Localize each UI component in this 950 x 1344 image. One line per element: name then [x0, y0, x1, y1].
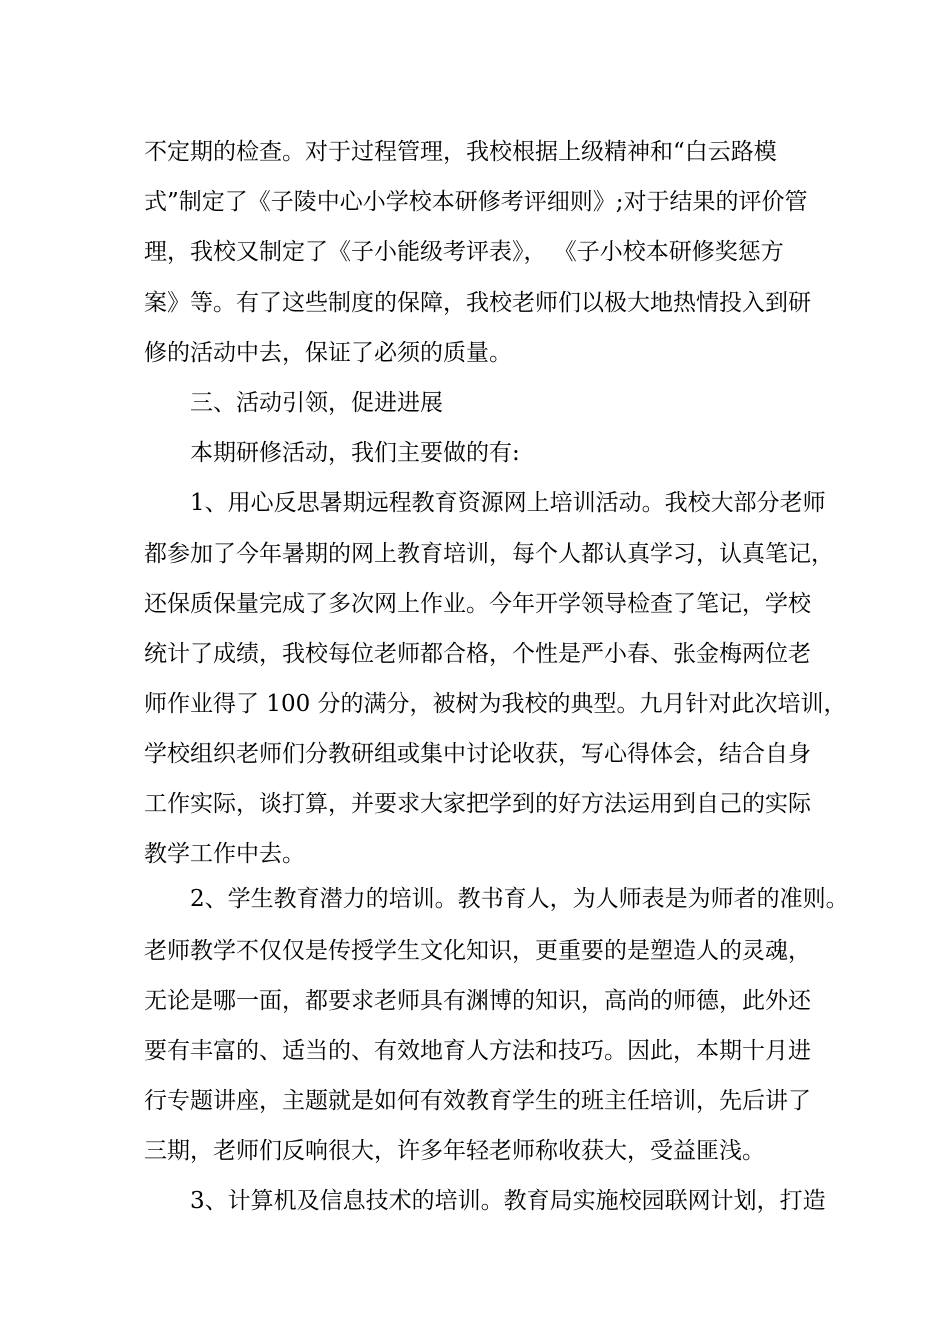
text-line: 无论是哪一面，都要求老师具有渊博的知识，高尚的师德，此外还	[144, 988, 811, 1014]
text-line: 本期研修活动，我们主要做的有:	[190, 440, 520, 466]
text-line: 统计了成绩，我校每位老师都合格，个性是严小春、张金梅两位老	[144, 641, 811, 667]
text-line: 教学工作中去。	[144, 841, 305, 867]
text-line: 3、计算机及信息技术的培训。教育局实施校园联网计划，打造	[190, 1188, 826, 1214]
text-line: 三期，老师们反响很大，许多年轻老师称收获大，受益匪浅。	[144, 1138, 765, 1164]
text-line: 老师教学不仅仅是传授学生文化知识，更重要的是塑造人的灵魂，	[144, 938, 811, 964]
text-line: 1、用心反思暑期远程教育资源网上培训活动。我校大部分老师	[190, 490, 826, 516]
text-line: 2、学生教育潜力的培训。教书育人，为人师表是为师者的准则。	[190, 886, 849, 912]
text-line: 修的活动中去，保证了必须的质量。	[144, 340, 512, 366]
text-line: 学校组织老师们分教研组或集中讨论收获，写心得体会，结合自身	[144, 741, 811, 767]
text-line: 还保质保量完成了多次网上作业。今年开学领导检查了笔记，学校	[144, 591, 811, 617]
text-line: 都参加了今年暑期的网上教育培训，每个人都认真学习，认真笔记，	[144, 541, 834, 567]
text-line: 要有丰富的、适当的、有效地育人方法和技巧。因此，本期十月进	[144, 1038, 811, 1064]
text-line: 工作实际，谈打算，并要求大家把学到的好方法运用到自己的实际	[144, 791, 811, 817]
text-line: 行专题讲座，主题就是如何有效教育学生的班主任培训，先后讲了	[144, 1088, 811, 1114]
text-line: 理，我校又制定了《子小能级考评表》， 《子小校本研修奖惩方	[144, 239, 784, 265]
text-line: 式”制定了《子陵中心小学校本研修考评细则》;对于结果的评价管	[144, 189, 808, 215]
text-line: 案》等。有了这些制度的保障，我校老师们以极大地热情投入到研	[144, 290, 811, 316]
text-line: 师作业得了 100 分的满分，被树为我校的典型。九月针对此次培训，	[144, 691, 847, 717]
text-line: 不定期的检查。对于过程管理，我校根据上级精神和“白云路模	[144, 139, 777, 165]
section-heading: 三、活动引领，促进进展	[190, 390, 443, 416]
